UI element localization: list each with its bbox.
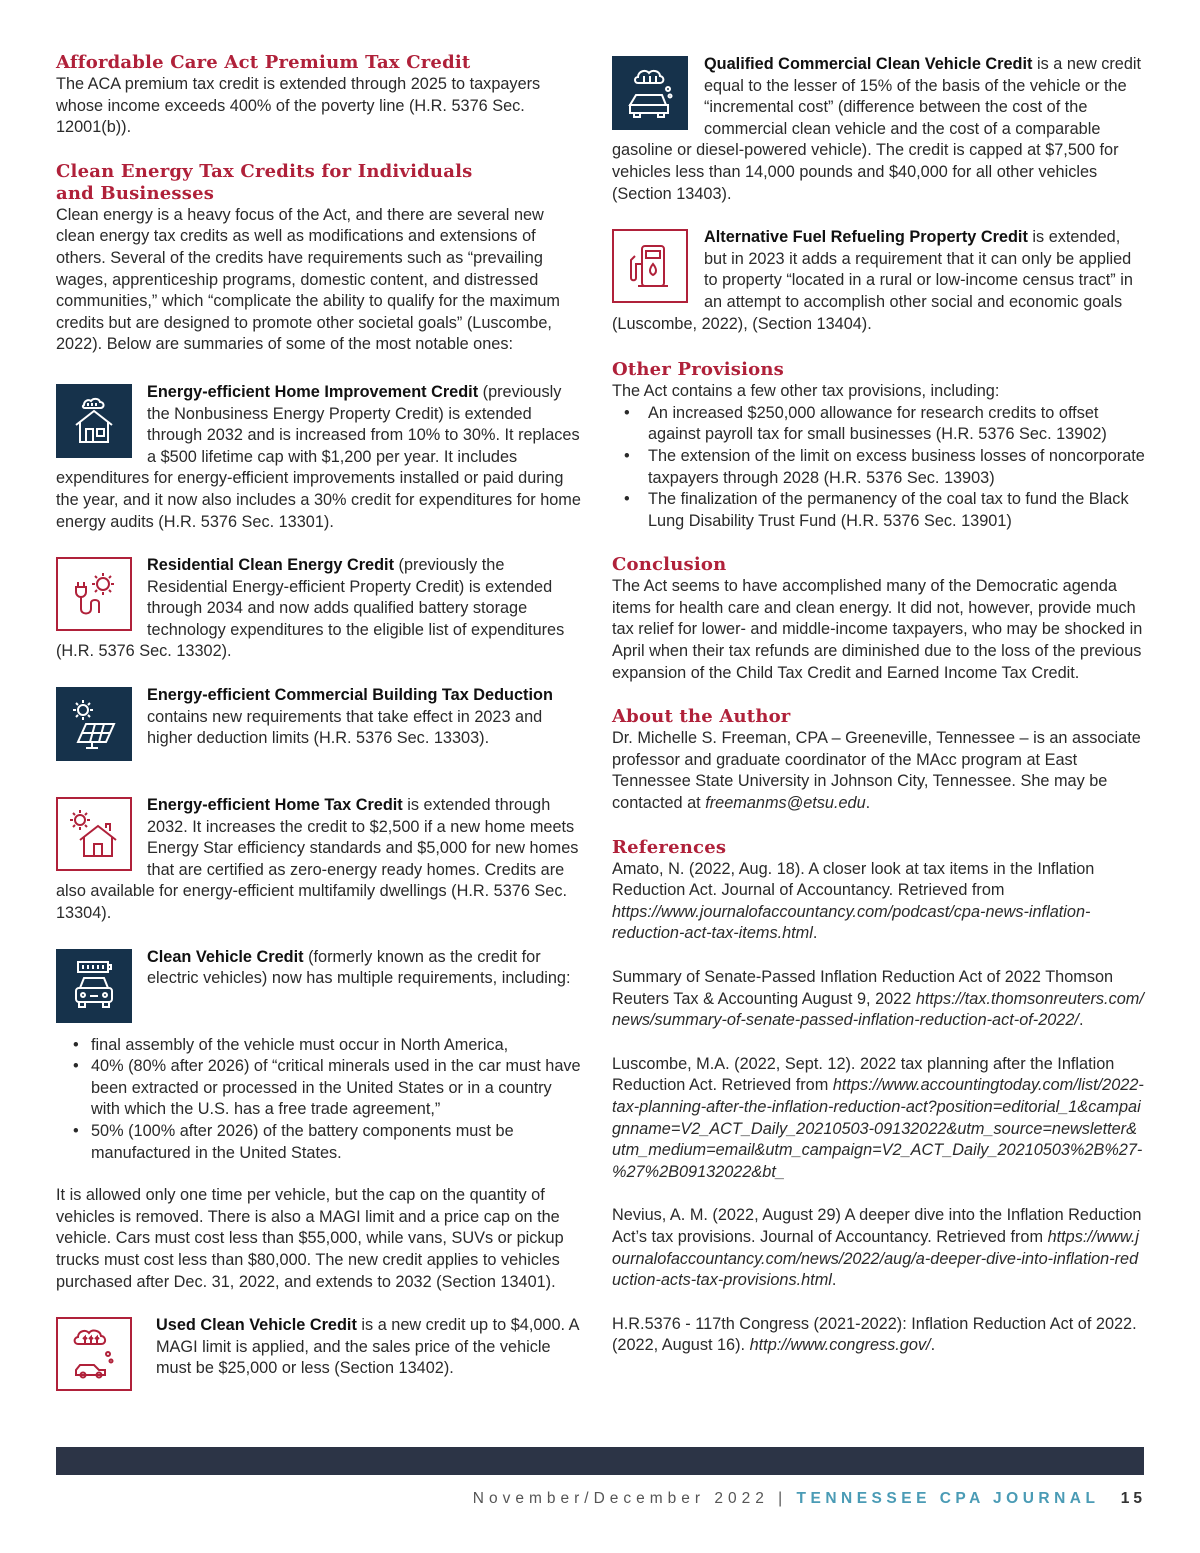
reference-text: H.R.5376 - 117th Congress (2021-2022): Inflation Reduction Act of 2022. (2022, August 16).: [612, 1314, 1137, 1355]
author-end: .: [865, 794, 871, 813]
residential-credit: [56, 555, 584, 663]
house-with-cloud-icon: [56, 384, 132, 458]
page-footer: [473, 1490, 1146, 1508]
home-improvement-body: (previously the Nonbusiness Energy Property Credit) is extended through 2032 and is increased from 10% to 30%. It replaces a $500 lifetime cap with $1,200 per year. It includes expenditures for energy-efficient improvements installed or paid during the year, and it now also includes a 30% credit for expenditures for home energy audits (H.R. 5376 Sec. 13301).: [56, 382, 581, 531]
used-vehicle-credit: [56, 1315, 584, 1395]
clean-energy-heading-line1: Clean Energy Tax Credits for Individuals: [56, 160, 473, 182]
journal-name: TENNESSEE CPA JOURNAL: [796, 1490, 1100, 1507]
author-section: [612, 706, 1146, 814]
reference-text: Amato, N. (2022, Aug. 18). A closer look at tax items in the Inflation Reduction Act. Journal of Accountancy. Retrieved from: [612, 859, 1095, 900]
home-improvement-credit: [56, 382, 584, 533]
list-item: • 50% (100% after 2026) of the battery components must be manufactured in the United States.: [71, 1121, 584, 1164]
reference-text: Nevius, A. M. (2022, August 29) A deeper dive into the Inflation Reduction Act’s tax provisions. Journal of Accountancy. Retrieved from: [612, 1206, 1142, 1246]
reference-text: Luscombe, M.A. (2022, Sept. 12). 2022 tax planning after the Inflation Reduction Act. Retrieved from: [612, 1054, 1115, 1095]
footer-separator: |: [778, 1490, 788, 1507]
aca-heading: Affordable Care Act Premium Tax Credit: [56, 52, 471, 73]
footer-bar: [56, 1447, 1144, 1475]
list-item: • final assembly of the vehicle must occur in North America,: [71, 1035, 584, 1057]
reference-item: [612, 1205, 1146, 1291]
home-improvement-title: Energy-efficient Home Improvement Credit: [147, 382, 479, 401]
commercial-building-deduction: [56, 685, 584, 765]
fuel-pump-icon: [612, 229, 688, 303]
commercial-building-title: Energy-efficient Commercial Building Tax Deduction: [147, 686, 553, 705]
author-text: Dr. Michelle S. Freeman, CPA – Greeneville, Tennessee – is an associate professor and graduate coordinator of the MAcc program at East Tennessee State University in Johnson City, Tennessee. She may be contacted at: [612, 729, 1141, 813]
reference-end: .: [930, 1336, 936, 1355]
author-heading: About the Author: [612, 706, 791, 728]
reference-url[interactable]: https://www.accountingtoday.com/list/2022-tax-planning-after-the-inflation-reduction-act?position=editorial_1&campaignname=V2_ACT_Daily_20210503-09132022&utm_source=newsletter&utm_medium=email&utm_campaign=V2_ACT_Daily_20210503%2B%27-%27%2B09132022&bt_: [612, 1076, 1144, 1181]
reference-end: .: [1078, 1011, 1084, 1030]
references-heading: References: [612, 836, 727, 858]
clean-vehicle-body: (formerly known as the credit for electric vehicles) now has multiple requirements, including:: [147, 947, 571, 988]
clean-energy-section: [56, 161, 584, 356]
other-provisions-bullets: [620, 403, 1146, 533]
reference-item: [612, 859, 1146, 945]
used-vehicle-title: Used Clean Vehicle Credit: [156, 1316, 357, 1335]
reference-end: .: [812, 924, 818, 943]
clean-vehicle-bullets: [71, 1035, 584, 1165]
plug-sun-icon: [56, 557, 132, 631]
home-tax-title: Energy-efficient Home Tax Credit: [147, 796, 403, 815]
left-column: [56, 52, 584, 1395]
other-provisions-intro: The Act contains a few other tax provisions, including:: [612, 382, 1000, 401]
author-body: [612, 728, 1146, 814]
commercial-vehicle-body: is a new credit equal to the lesser of 15% of the basis of the vehicle or the “incremental cost” (difference between the cost of the commercial clean vehicle and the cost of a comparable gasoline or diesel-powered vehicle). The credit is capped at $7,500 for vehicles less than 14,000 pounds and $40,000 for all other vehicles (Section 13403).: [612, 55, 1142, 203]
reference-url[interactable]: https://www.journalofaccountancy.com/news/2022/aug/a-deeper-dive-into-inflation-reduction-acts-tax-provisions.html: [612, 1227, 1139, 1290]
reference-url[interactable]: https://www.journalofaccountancy.com/podcast/cpa-news-inflation-reduction-act-tax-items.html: [612, 902, 1091, 943]
reference-text: Summary of Senate-Passed Inflation Reduction Act of 2022 Thomson Reuters Tax & Accounting August 9, 2022: [612, 968, 1114, 1008]
clean-energy-heading: [56, 161, 584, 205]
reference-item: [612, 1314, 1146, 1357]
clean-vehicle-title: Clean Vehicle Credit: [147, 947, 304, 966]
car-cloud-icon: [56, 1317, 132, 1391]
reference-url[interactable]: https://tax.thomsonreuters.com/news/summary-of-senate-passed-inflation-reduction-act-of-2022/: [612, 989, 1144, 1030]
sun-house-icon: [56, 797, 132, 871]
conclusion-heading: Conclusion: [612, 554, 727, 576]
electric-car-battery-icon: [56, 949, 132, 1023]
commercial-building-body: contains new requirements that take effect in 2023 and higher deduction limits (H.R. 5376 Sec. 13303).: [147, 707, 543, 748]
refueling-credit: [612, 227, 1146, 335]
home-tax-credit: [56, 795, 584, 925]
author-email[interactable]: freemanms@etsu.edu: [705, 794, 866, 813]
used-vehicle-body: is a new credit up to $4,000. A MAGI limit is applied, and the sales price of the vehicle must be $25,000 or less (Section 13402).: [156, 1316, 579, 1378]
list-item: • The extension of the limit on excess business losses of noncorporate taxpayers through 2028 (H.R. 5376 Sec. 13903): [620, 446, 1146, 489]
residential-title: Residential Clean Energy Credit: [147, 556, 395, 575]
list-item: • The finalization of the permanency of the coal tax to fund the Black Lung Disability Trust Fund (H.R. 5376 Sec. 13901): [620, 489, 1146, 532]
other-provisions-heading: Other Provisions: [612, 359, 785, 381]
clean-vehicle-after: It is allowed only one time per vehicle, but the cap on the quantity of vehicles is removed. There is also a MAGI limit and a price cap on the vehicle. Cars must cost less than $55,000, while vans, SUVs or pickup trucks must cost less than $80,000. The new credit applies to vehicles purchased after Dec. 31, 2022, and extends to 2032 (Section 13401).: [56, 1186, 564, 1291]
refueling-title: Alternative Fuel Refueling Property Credit: [704, 228, 1028, 247]
truck-cloud-icon: [612, 56, 688, 130]
clean-vehicle-credit: [56, 947, 584, 1294]
clean-energy-heading-line2: and Businesses: [56, 182, 215, 204]
reference-item: [612, 1054, 1146, 1184]
clean-energy-body: Clean energy is a heavy focus of the Act, and there are several new clean energy tax credits as well as modifications and extensions of others. Several of the credits have requirements such as “prevailing wages, apprenticeship programs, domestic content, and distressed communities,” which “complicate the ability to qualify for the maximum credits but are designed to promote other societal goals” (Luscombe, 2022). Below are summaries of some of the most notable ones:: [56, 205, 560, 354]
reference-end: .: [831, 1271, 837, 1290]
list-item: • 40% (80% after 2026) of “critical minerals used in the car must have been extracted or processed in the United States or in a country with which the U.S. has a free trade agreement,”: [71, 1056, 584, 1121]
references-section: [612, 837, 1146, 1357]
issue-date: November/December 2022: [472, 1490, 769, 1507]
list-item: • An increased $250,000 allowance for research credits to offset against payroll tax for small businesses (H.R. 5376 Sec. 13902): [620, 403, 1146, 446]
home-tax-body: is extended through 2032. It increases the credit to $2,500 if a new home meets Energy Star efficiency standards and $5,000 for new homes that are certified as zero-energy ready homes. Credits are also available for energy-efficient multifamily dwellings (H.R. 5376 Sec. 13304).: [56, 796, 579, 923]
refueling-body: is extended, but in 2023 it adds a requirement that it can only be applied to property “located in a rural or low-income census tract” in an attempt to accomplish other social and economic goals (Luscombe, 2022), (Section 13404).: [612, 228, 1133, 333]
solar-panel-icon: [56, 687, 132, 761]
residential-body: (previously the Residential Energy-efficient Property Credit) is extended through 2034 and now adds qualified battery storage technology expenditures to the eligible list of expenditures (H.R. 5376 Sec. 13302).: [56, 556, 565, 661]
reference-item: [612, 967, 1146, 1032]
aca-section: [56, 52, 584, 139]
right-column: [612, 54, 1146, 1357]
commercial-vehicle-title: Qualified Commercial Clean Vehicle Credit: [704, 55, 1033, 73]
aca-body: The ACA premium tax credit is extended through 2025 to taxpayers whose income exceeds 400% of the poverty line (H.R. 5376 Sec. 12001(b)).: [56, 75, 541, 137]
page-number: 15: [1120, 1490, 1146, 1507]
commercial-vehicle-credit: [612, 54, 1146, 205]
conclusion-section: [612, 554, 1146, 684]
other-provisions-section: [612, 359, 1146, 532]
reference-url[interactable]: http://www.congress.gov/: [749, 1336, 931, 1355]
conclusion-body: The Act seems to have accomplished many of the Democratic agenda items for health care and clean energy. It did not, however, provide much tax relief for lower- and middle-income taxpayers, who may be shocked in April when their tax refunds are diminished due to the loss of the previous expansion of the Child Tax Credit and Earned Income Tax Credit.: [612, 577, 1143, 682]
